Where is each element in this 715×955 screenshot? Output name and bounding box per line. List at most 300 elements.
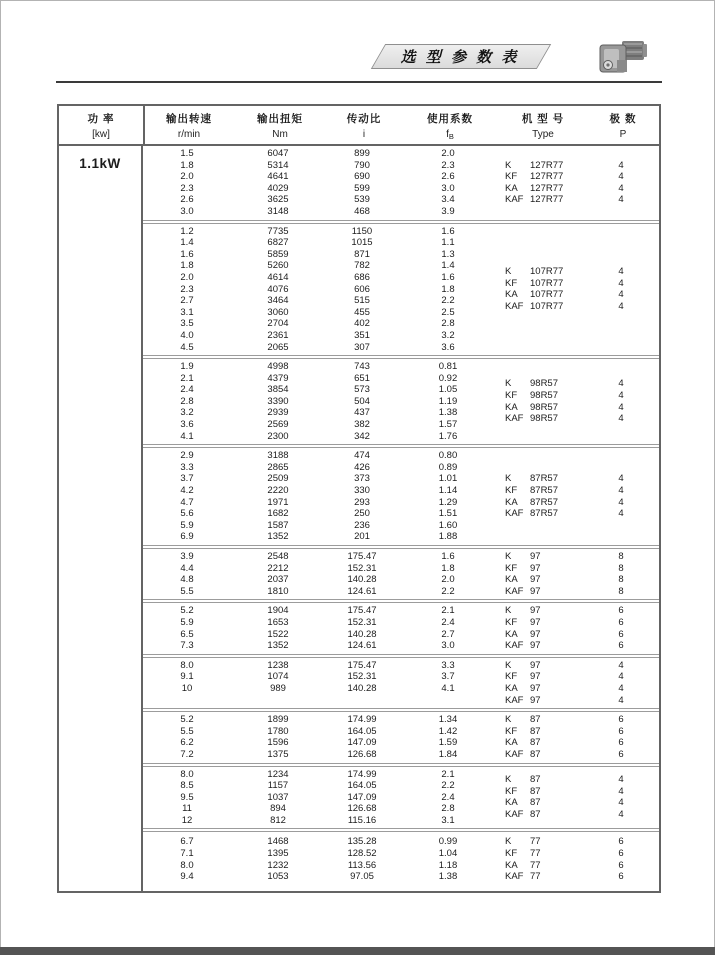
type-prefix: KAF: [505, 809, 524, 821]
ratio-group: [143, 447, 659, 546]
ratio-group: [143, 766, 659, 830]
type-model: 98R57: [530, 378, 558, 390]
torque-column: [231, 361, 325, 442]
table-groups: [143, 146, 659, 891]
type-model: 97: [530, 640, 541, 652]
service-factor-value: 0.99: [438, 836, 458, 848]
service-factor-value: 1.38: [438, 407, 458, 419]
header-poles: 极 数 P: [609, 112, 637, 140]
speed-value: 8.0: [180, 859, 194, 871]
type-model: 98R57: [530, 390, 558, 402]
type-prefix: KF: [505, 671, 518, 683]
service-factor-column: [399, 361, 497, 442]
service-factor-value: 1.05: [438, 384, 458, 396]
speed-column: [143, 836, 231, 882]
torque-value: 1352: [267, 531, 289, 543]
ratio-value: 468: [354, 205, 370, 217]
torque-value: 2569: [267, 419, 289, 431]
service-factor-value: 1.29: [438, 496, 458, 508]
service-factor-value: 2.2: [441, 295, 455, 307]
ratio-value: 899: [354, 148, 370, 159]
type-prefix: K: [505, 605, 512, 617]
ratio-value: 135.28: [347, 836, 377, 848]
speed-value: 1.8: [180, 260, 194, 272]
poles-value: 4: [618, 182, 624, 194]
type-value: [505, 402, 585, 414]
ratio-value: 1150: [351, 225, 373, 237]
type-model: 97: [530, 574, 541, 586]
ratio-value: 175.47: [347, 605, 377, 617]
service-factor-value: 2.7: [441, 628, 455, 640]
service-factor-value: 3.2: [441, 329, 455, 341]
type-column: [497, 551, 585, 597]
speed-value: 4.1: [180, 430, 194, 442]
type-value: [505, 836, 585, 848]
ratio-value: 790: [354, 159, 370, 171]
type-prefix: K: [505, 473, 512, 485]
type-model: 87: [530, 714, 541, 726]
type-model: 87: [530, 748, 541, 760]
service-factor-column: [399, 836, 497, 882]
ratio-column: [325, 226, 399, 354]
ratio-value: 164.05: [347, 780, 377, 792]
ratio-value: 201: [354, 531, 370, 543]
service-factor-value: 2.4: [441, 616, 455, 628]
speed-value: 1.9: [180, 361, 194, 373]
speed-value: 3.7: [180, 473, 194, 485]
torque-value: 4029: [267, 182, 289, 194]
type-value: [505, 390, 585, 402]
service-factor-value: 1.1: [441, 237, 455, 249]
type-value: [505, 774, 585, 786]
speed-value: 2.4: [180, 384, 194, 396]
torque-value: 5859: [267, 248, 289, 260]
service-factor-value: 3.9: [441, 205, 455, 217]
ratio-value: 437: [354, 407, 370, 419]
torque-value: 4379: [267, 372, 289, 384]
speed-value: 3.2: [180, 407, 194, 419]
torque-value: 1780: [267, 725, 289, 737]
header-service-factor: 使用系数 $f_B$: [427, 112, 473, 141]
type-model: 97: [530, 551, 541, 562]
type-value: [505, 786, 585, 798]
ratio-value: 293: [354, 496, 370, 508]
speed-value: 7.1: [180, 848, 194, 860]
ratio-value: 128.52: [347, 848, 377, 860]
poles-value: 4: [618, 413, 624, 425]
speed-value: 8.0: [180, 659, 194, 671]
type-prefix: KF: [505, 171, 518, 183]
type-model: 97: [530, 562, 541, 574]
speed-value: 3.5: [180, 318, 194, 330]
type-model: 77: [530, 836, 541, 848]
type-prefix: K: [505, 659, 512, 671]
ratio-value: 743: [354, 361, 370, 373]
torque-value: 4614: [267, 271, 289, 283]
ratio-column: [325, 361, 399, 442]
type-prefix: KAF: [505, 871, 524, 883]
type-prefix: KAF: [505, 413, 524, 425]
power-value: 1.1kW: [79, 156, 121, 171]
type-model: 87: [530, 737, 541, 749]
type-prefix: K: [505, 836, 512, 848]
speed-value: 1.6: [180, 248, 194, 260]
type-value: [505, 809, 585, 821]
torque-value: 1074: [267, 671, 289, 683]
title-ribbon: [371, 44, 551, 69]
ratio-group: [143, 548, 659, 600]
ratio-value: 140.28: [347, 574, 377, 586]
type-prefix: KA: [505, 682, 518, 694]
service-factor-column: [399, 714, 497, 760]
type-prefix: KA: [505, 797, 518, 809]
type-prefix: KA: [505, 401, 518, 413]
service-factor-value: 3.7: [441, 671, 455, 683]
service-factor-value: 1.14: [438, 485, 458, 497]
torque-value: 1899: [267, 714, 289, 726]
torque-value: 2548: [267, 551, 289, 562]
type-prefix: KA: [505, 859, 518, 871]
service-factor-value: 3.1: [441, 814, 455, 826]
service-factor-value: 3.0: [441, 182, 455, 194]
speed-value: 2.1: [180, 372, 194, 384]
service-factor-value: 0.92: [438, 372, 458, 384]
speed-column: [143, 551, 231, 597]
torque-value: 2865: [267, 461, 289, 473]
type-value: [505, 497, 585, 509]
torque-column: [231, 605, 325, 651]
header-type: 机 型 号 Type: [521, 112, 565, 140]
ratio-value: 342: [354, 430, 370, 442]
speed-value: 4.7: [180, 496, 194, 508]
ratio-value: 351: [354, 329, 370, 341]
type-model: 77: [530, 848, 541, 860]
speed-value: 7.2: [180, 748, 194, 760]
ratio-value: 152.31: [347, 562, 377, 574]
header-power-label: 功 率: [87, 112, 115, 125]
type-value: [505, 551, 585, 563]
speed-value: 1.4: [180, 237, 194, 249]
poles-value: 4: [618, 378, 624, 390]
torque-value: 2704: [267, 318, 289, 330]
torque-value: 2361: [267, 329, 289, 341]
service-factor-value: 1.51: [438, 508, 458, 520]
torque-value: 1522: [267, 628, 289, 640]
speed-value: 5.9: [180, 519, 194, 531]
torque-value: 812: [270, 814, 286, 826]
service-factor-value: 1.18: [438, 859, 458, 871]
service-factor-value: 2.2: [441, 780, 455, 792]
speed-value: 1.5: [180, 148, 194, 159]
type-value: [505, 183, 585, 195]
service-factor-value: 0.81: [438, 361, 458, 373]
service-factor-value: 2.8: [441, 318, 455, 330]
type-prefix: KA: [505, 496, 518, 508]
ratio-column: [325, 769, 399, 827]
type-value: [505, 683, 585, 695]
type-model: 107R77: [530, 266, 564, 278]
type-value: [505, 485, 585, 497]
poles-column: [585, 774, 657, 820]
speed-value: 2.0: [180, 171, 194, 183]
torque-value: 989: [270, 682, 286, 694]
service-factor-value: 1.6: [441, 271, 455, 283]
poles-value: 4: [618, 300, 624, 312]
type-model: 87: [530, 725, 541, 737]
poles-value: 4: [618, 496, 624, 508]
poles-value: 4: [618, 785, 624, 797]
speed-value: 3.3: [180, 461, 194, 473]
speed-value: 2.3: [180, 182, 194, 194]
poles-value: 4: [618, 659, 624, 671]
speed-column: [143, 148, 231, 218]
type-model: 97: [530, 628, 541, 640]
poles-value: 4: [618, 774, 624, 786]
torque-value: 5314: [267, 159, 289, 171]
table-header-row: [59, 106, 659, 146]
torque-value: 4641: [267, 171, 289, 183]
type-model: 87: [530, 797, 541, 809]
poles-value: 6: [618, 836, 624, 848]
type-column: [497, 266, 585, 312]
torque-value: 1375: [267, 748, 289, 760]
torque-value: 1682: [267, 508, 289, 520]
speed-value: 4.0: [180, 329, 194, 341]
type-model: 77: [530, 871, 541, 883]
ratio-value: 474: [354, 450, 370, 462]
torque-column: [231, 714, 325, 760]
poles-value: 4: [618, 289, 624, 301]
poles-value: 4: [618, 159, 624, 171]
type-model: 127R77: [530, 171, 564, 183]
type-value: [505, 671, 585, 683]
poles-value: 6: [618, 714, 624, 726]
ratio-value: 126.68: [347, 748, 377, 760]
ratio-value: 402: [354, 318, 370, 330]
type-value: [505, 605, 585, 617]
speed-value: 2.8: [180, 395, 194, 407]
poles-value: 4: [618, 694, 624, 706]
type-prefix: K: [505, 159, 512, 171]
poles-column: [585, 714, 657, 760]
poles-value: 6: [618, 616, 624, 628]
poles-value: 6: [618, 871, 624, 883]
speed-value: 6.2: [180, 737, 194, 749]
ratio-group: [143, 358, 659, 445]
torque-value: 1037: [267, 791, 289, 803]
torque-value: 3188: [267, 450, 289, 462]
type-prefix: KF: [505, 277, 518, 289]
header-columns: [145, 106, 659, 144]
ratio-value: 124.61: [347, 585, 377, 597]
type-value: [505, 171, 585, 183]
speed-value: 9.1: [180, 671, 194, 683]
speed-value: 11: [182, 803, 192, 815]
speed-value: 3.9: [180, 551, 194, 562]
torque-value: 6827: [267, 237, 289, 249]
type-model: 97: [530, 585, 541, 597]
type-prefix: KA: [505, 737, 518, 749]
speed-value: 9.4: [180, 871, 194, 883]
type-prefix: K: [505, 551, 512, 562]
type-model: 87R57: [530, 473, 558, 485]
ratio-column: [325, 836, 399, 882]
service-factor-value: 3.4: [441, 194, 455, 206]
ratio-value: 515: [354, 295, 370, 307]
type-model: 87: [530, 785, 541, 797]
service-factor-value: 1.84: [438, 748, 458, 760]
type-model: 97: [530, 682, 541, 694]
speed-value: 6.5: [180, 628, 194, 640]
speed-value: 3.6: [180, 419, 194, 431]
service-factor-value: 2.2: [441, 585, 455, 597]
poles-column: [585, 605, 657, 651]
speed-column: [143, 769, 231, 827]
torque-value: 1053: [267, 871, 289, 883]
speed-value: 2.6: [180, 194, 194, 206]
poles-value: 6: [618, 859, 624, 871]
ratio-group: [143, 602, 659, 654]
ratio-value: 539: [354, 194, 370, 206]
torque-value: 1234: [267, 768, 289, 780]
torque-value: 1904: [267, 605, 289, 617]
poles-value: 4: [618, 682, 624, 694]
type-value: [505, 278, 585, 290]
type-value: [505, 378, 585, 390]
type-value: [505, 714, 585, 726]
ratio-value: 504: [354, 395, 370, 407]
type-column: [497, 836, 585, 882]
type-model: 98R57: [530, 413, 558, 425]
type-prefix: KA: [505, 628, 518, 640]
service-factor-value: 2.0: [441, 148, 455, 159]
torque-value: 3854: [267, 384, 289, 396]
header-power: [59, 106, 145, 144]
type-model: 107R77: [530, 277, 564, 289]
speed-column: [143, 361, 231, 442]
service-factor-value: 1.88: [438, 531, 458, 543]
speed-value: 6.7: [180, 836, 194, 848]
type-value: [505, 640, 585, 652]
ratio-value: 147.09: [347, 791, 377, 803]
type-value: [505, 574, 585, 586]
type-value: [505, 289, 585, 301]
ratio-value: 113.56: [347, 859, 377, 871]
type-value: [505, 508, 585, 520]
torque-value: 1810: [267, 585, 289, 597]
type-model: 87R57: [530, 508, 558, 520]
poles-value: 6: [618, 748, 624, 760]
speed-value: 4.8: [180, 574, 194, 586]
poles-value: 6: [618, 737, 624, 749]
type-prefix: K: [505, 266, 512, 278]
speed-value: 1.2: [180, 225, 194, 237]
type-column: [497, 714, 585, 760]
torque-value: 4998: [267, 361, 289, 373]
torque-value: 2300: [267, 430, 289, 442]
ratio-value: 147.09: [347, 737, 377, 749]
type-value: [505, 848, 585, 860]
poles-value: 4: [618, 809, 624, 821]
type-prefix: KA: [505, 182, 518, 194]
ratio-group: [143, 831, 659, 891]
poles-column: [585, 473, 657, 519]
service-factor-column: [399, 769, 497, 827]
poles-value: 4: [618, 401, 624, 413]
type-prefix: KA: [505, 289, 518, 301]
speed-value: 2.7: [180, 295, 194, 307]
poles-value: 4: [618, 266, 624, 278]
poles-column: [585, 160, 657, 206]
type-prefix: KF: [505, 390, 518, 402]
ratio-value: 236: [354, 519, 370, 531]
gearmotor-photo-icon: [595, 36, 649, 78]
type-model: 97: [530, 616, 541, 628]
type-prefix: K: [505, 378, 512, 390]
poles-value: 6: [618, 725, 624, 737]
header-torque: 输出扭矩 Nm: [257, 112, 303, 140]
ratio-value: 152.31: [347, 671, 377, 683]
type-prefix: KAF: [505, 300, 524, 312]
ratio-value: 97.05: [350, 871, 374, 883]
service-factor-value: 1.19: [438, 395, 458, 407]
poles-value: 4: [618, 171, 624, 183]
type-model: 97: [530, 671, 541, 683]
torque-column: [231, 450, 325, 543]
poles-value: 4: [618, 473, 624, 485]
poles-value: 8: [618, 585, 624, 597]
type-model: 77: [530, 859, 541, 871]
type-column: [497, 605, 585, 651]
ratio-value: 599: [354, 182, 370, 194]
speed-value: 10: [181, 682, 193, 694]
ratio-value: 140.28: [347, 682, 377, 694]
speed-value: 2.0: [180, 271, 194, 283]
torque-value: 7735: [267, 225, 289, 237]
service-factor-column: [399, 605, 497, 651]
poles-value: 6: [618, 605, 624, 617]
ratio-group: [143, 146, 659, 221]
service-factor-value: 0.80: [438, 450, 458, 462]
header-speed: 输出转速 r/min: [166, 112, 212, 140]
service-factor-value: 2.8: [441, 803, 455, 815]
service-factor-value: 1.4: [441, 260, 455, 272]
ratio-column: [325, 450, 399, 543]
ratio-value: 124.61: [347, 640, 377, 652]
type-value: [505, 695, 585, 707]
torque-value: 3390: [267, 395, 289, 407]
poles-value: 4: [618, 390, 624, 402]
type-prefix: KF: [505, 616, 518, 628]
type-value: [505, 726, 585, 738]
speed-column: [143, 660, 231, 695]
type-value: [505, 301, 585, 313]
service-factor-value: 1.59: [438, 737, 458, 749]
poles-column: [585, 266, 657, 312]
speed-value: 3.1: [180, 306, 194, 318]
speed-value: 2.9: [180, 450, 194, 462]
service-factor-column: [399, 551, 497, 597]
ratio-value: 455: [354, 306, 370, 318]
service-factor-value: 3.0: [441, 640, 455, 652]
type-model: 87R57: [530, 496, 558, 508]
torque-value: 2220: [267, 485, 289, 497]
type-value: [505, 749, 585, 761]
type-value: [505, 194, 585, 206]
torque-value: 1971: [267, 496, 289, 508]
service-factor-value: 1.6: [441, 551, 455, 562]
torque-value: 1468: [267, 836, 289, 848]
